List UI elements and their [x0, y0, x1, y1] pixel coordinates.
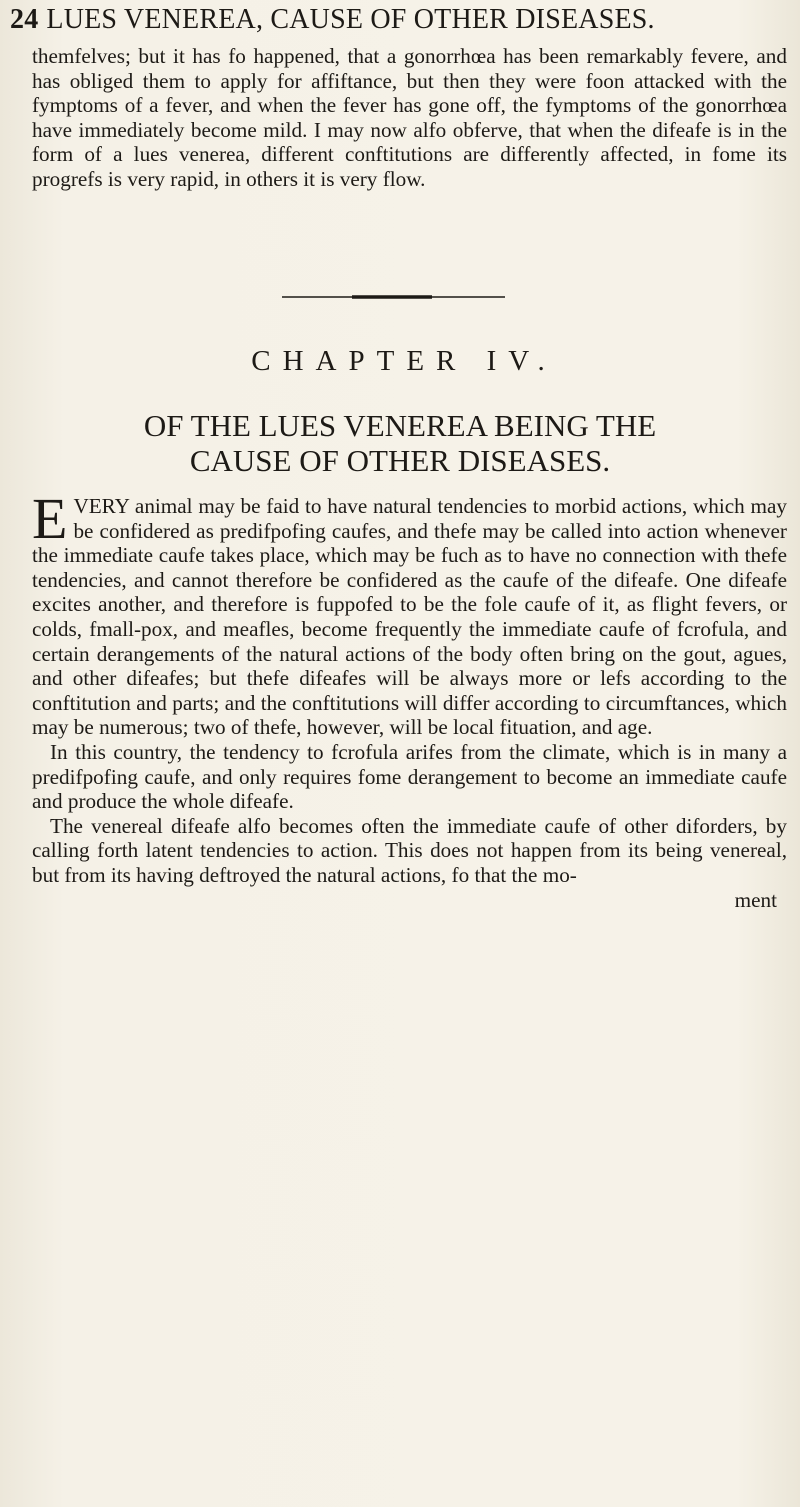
running-title: LUES VENEREA, CAUSE OF OTHER DISEASES.: [46, 4, 655, 35]
running-head: [10, 2, 790, 38]
chapter-title: [0, 408, 800, 478]
chapter-body: [32, 486, 787, 912]
chapter-heading: CHAPTER IV.: [251, 345, 557, 377]
body-paragraph-1: [32, 486, 787, 740]
body-paragraph-1-text: VERY animal may be faid to have natural tendencies to morbid actions, which may be confidered as predifpofing caufes, and thefe may be called into action whenever the immediate caufe takes place, which may be fuch as to have no connection with thefe tendencies, and cannot therefore be confidered as the caufe of the difeafe. One difeafe excites another, and therefore is fuppofed to be the fole caufe of it, as flight fevers, or colds, fmall-pox, and meafles, become frequently the immediate caufe of fcrofula, and certain derangements of the natural actions of the body often bring on the gout, agues, and other difeafes; but thefe difeafes will be always more or lefs according to the conftitution and parts; and the conftitutions will differ according to circumftances, which may be numerous; two of thefe, however, will be local fituation, and age.: [32, 494, 787, 740]
body-paragraph-3: The venereal difeafe alfo becomes often the immediate caufe of other diforders, by calling forth latent tendencies to action. This does not happen from its being venereal, but from its having deftroyed the natural actions, fo that the mo-: [32, 813, 787, 887]
chapter-title-line-2: CAUSE OF OTHER DISEASES.: [189, 443, 611, 478]
top-paragraph-block: [32, 44, 787, 192]
catchword: ment: [734, 887, 777, 912]
page-number: 24: [10, 4, 39, 35]
chapter-title-line-1: OF THE LUES VENEREA BEING THE: [143, 408, 657, 443]
divider-line: [282, 295, 505, 299]
top-paragraph: themfelves; but it has fo happened, that a gonorrhœa has been remarkably fevere, and has obliged them to apply for affiftance, but then they were foon attacked with the fymptoms of a fever, and when the fever has gone off, the fymptoms of the gonorrhœa have immediately become mild. I may now alfo obferve, that when the difeafe is in the form of a lues venerea, different conftitutions are differently affected, in fome its progrefs is very rapid, in others it is very flow.: [32, 44, 787, 191]
section-divider: [282, 295, 505, 299]
drop-cap: E: [32, 486, 68, 551]
body-paragraph-2: In this country, the tendency to fcrofula arifes from the climate, which is in many a predifpofing caufe, and only requires fome derangement to become an immediate caufe and produce the whole difeafe.: [32, 739, 787, 814]
